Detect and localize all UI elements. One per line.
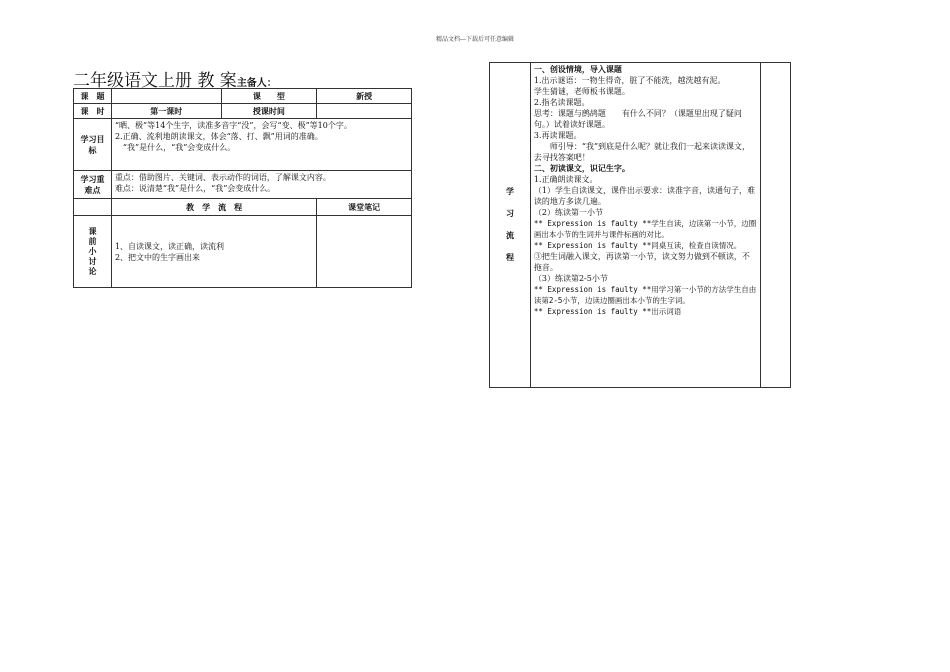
flow-line: 思考：课题与鹧鸪题 有什么不同？（课题里出现了疑问句。）试着读好课题。 (533, 109, 742, 129)
value-teaching-time (317, 104, 412, 119)
table-row (74, 119, 412, 171)
goal-line: “我”是什么，“我”会变成什么。 (114, 143, 236, 152)
learning-flow-table (489, 62, 791, 388)
key-line: 重点：借助图片、关键词、表示动作的词语，了解课文内容。 (114, 173, 331, 182)
table-row (74, 89, 412, 104)
notes-cell (317, 216, 412, 288)
label-lesson-period: 课 时 (74, 104, 112, 119)
learning-flow-content (530, 63, 760, 388)
notes-header: 课堂笔记 (317, 199, 412, 216)
label-teaching-time: 授课时间 (221, 104, 317, 119)
flow-line: ** Expression is faulty **同桌互读，检查自读情况。 (533, 241, 742, 250)
table-row (74, 171, 412, 199)
label-goals: 学习目标 (74, 119, 112, 171)
flow-line: 2.指名读课题。 (533, 98, 590, 107)
label-lesson-title: 课 题 (74, 89, 112, 104)
table-row (74, 104, 412, 119)
learning-flow-label: 学习流程 (505, 187, 514, 262)
flow-line: （1）学生自读课文，课件出示要求：读准字音，读通句子，难读的地方多读几遍。 (533, 186, 755, 206)
author-label: 主备人： (236, 78, 277, 89)
label-pre-discussion (74, 216, 112, 288)
flow-line: 一、创设情境，导入课题 (533, 65, 622, 74)
label-learning-flow (490, 63, 531, 388)
label-lesson-type: 课 型 (221, 89, 317, 104)
title-text: 二年级语文上册 教 案 (73, 71, 237, 91)
goal-line: 2.正确、流利地朗读课文，体会“落、打、飘”用词的准确。 (114, 132, 323, 141)
pre-line: 1、自读课文，读正确，读流利 (114, 241, 225, 251)
flow-line: 二、初读课文，识记生字。 (533, 164, 630, 173)
flow-line: ** Expression is faulty **出示词语 (533, 307, 682, 316)
value-lesson-title (111, 89, 221, 104)
lesson-info-table (73, 88, 412, 288)
flow-line: ③把生词融入课文，再读第一小节，读文努力做到不顿读，不拖音。 (533, 252, 750, 272)
value-lesson-type: 新授 (317, 89, 412, 104)
notes-cell (761, 63, 791, 388)
flow-line: （2）练读第一小节 (533, 208, 603, 217)
flow-line: （3）练读第2-5小节 (533, 274, 608, 283)
value-lesson-period: 第一课时 (111, 104, 221, 119)
pre-line: 2、把文中的生字画出来 (114, 252, 201, 262)
flow-line: 师引导：“我”到底是什么呢？就让我们一起来读读课文，去寻找答案吧！ (533, 142, 751, 162)
flow-line: 学生猜谜，老师板书课题。 (533, 87, 630, 96)
key-points-content (111, 171, 411, 199)
label-key-points: 学习重难点 (74, 171, 112, 199)
table-row (490, 63, 791, 388)
flow-header: 教 学 流 程 (111, 199, 316, 216)
pre-discussion-content (111, 216, 316, 288)
flow-line: 1.正确朗读课文。 (533, 175, 598, 184)
table-row (74, 216, 412, 288)
header-note: 精品文档---下载后可任意编辑 (435, 36, 515, 43)
key-line: 难点：说清楚“我”是什么，“我”会变成什么。 (114, 184, 276, 193)
flow-line: ** Expression is faulty **学生自读，边读第一小节，边圈画出本小节的生词并与课件标画的对比。 (533, 219, 757, 239)
table-row (74, 199, 412, 216)
goal-line: “晒、极”等14个生字，读准多音字“没”，会写“变、极”等10个字。 (114, 121, 352, 130)
flow-line: 1.出示谜语：一物生得奇，脏了不能洗，越洗越有泥。 (533, 76, 726, 85)
pre-discussion-label: 课前小讨论 (88, 226, 97, 276)
flow-line: ** Expression is faulty **用学习第一小节的方法学生自由读第2-5小节，边读边圈画出本小节的生字词。 (533, 285, 757, 305)
empty-cell (74, 199, 112, 216)
goals-content (111, 119, 411, 171)
flow-line: 3.再读课题。 (533, 131, 582, 140)
